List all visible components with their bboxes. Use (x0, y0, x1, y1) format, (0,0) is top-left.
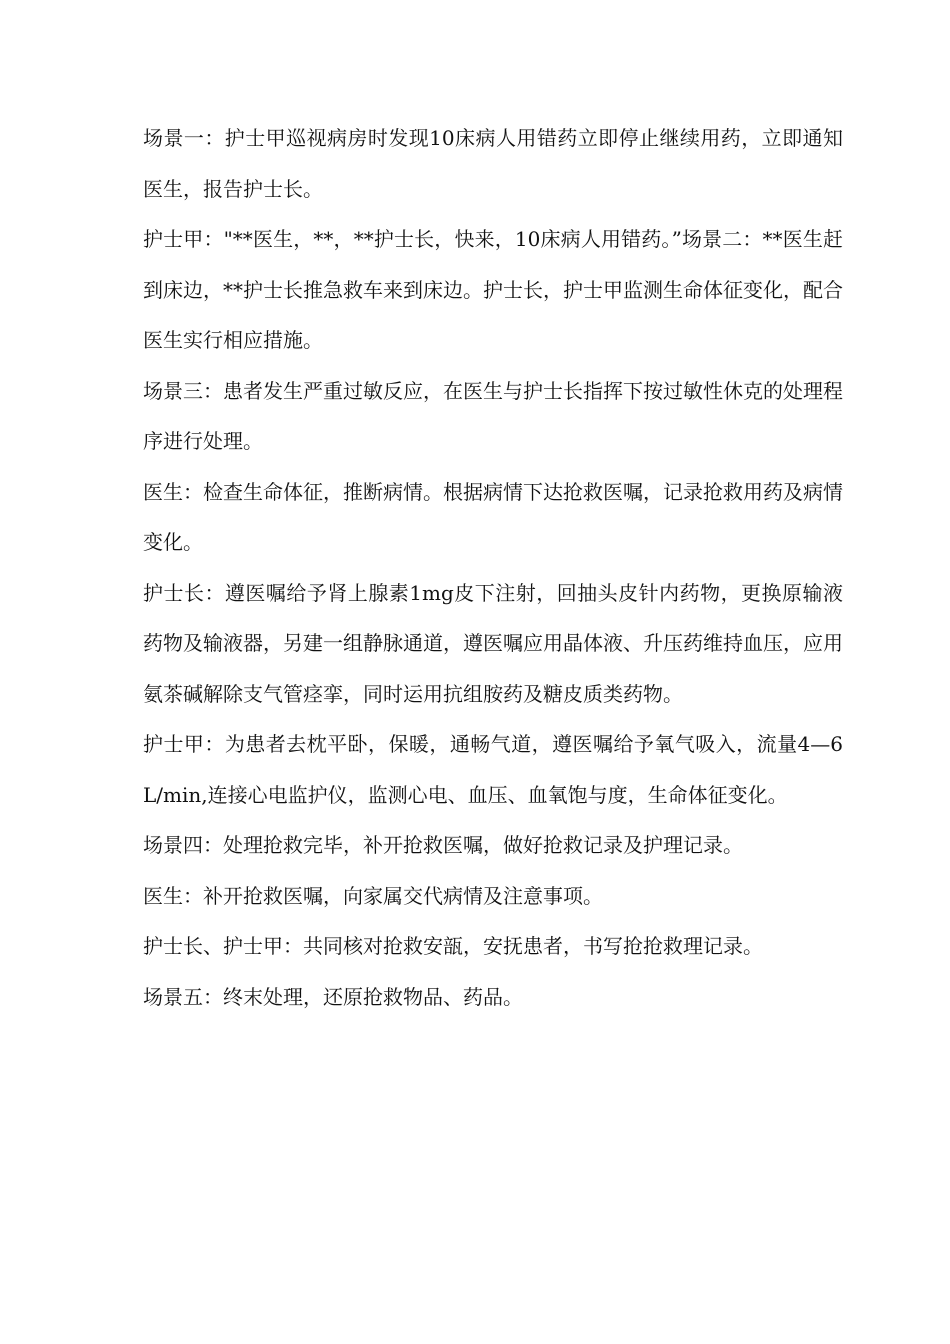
paragraph-scene-five: 场景五：终末处理，还原抢救物品、药品。 (143, 984, 523, 1009)
paragraph-scene-three: 场景三：患者发生严重过敏反应，在医生与护士长指挥下按过敏性休克的处理程序进行处理。 (143, 378, 843, 453)
paragraph-nurses-followup: 护士长、护士甲：共同核对抢救安瓿，安抚患者，书写抢抢救理记录。 (143, 934, 763, 958)
paragraph-nurse-a-call-scene-two: 护士甲："**医生，**，**护士长，快来，10床病人用错药。”场景二：**医生赶到床边，**护士长推急救车来到床边。护士长，护士甲监测生命体征变化，配合医生实行相应措施。 (143, 227, 843, 352)
paragraph-doctor-actions: 医生：检查生命体征，推断病情。根据病情下达抢救医嘱，记录抢救用药及病情变化。 (143, 479, 843, 554)
paragraph-scene-one: 场景一：护士甲巡视病房时发现10床病人用错药立即停止继续用药，立即通知医生，报告护士长。 (143, 126, 843, 201)
paragraph-doctor-followup: 医生：补开抢救医嘱，向家属交代病情及注意事项。 (143, 883, 603, 908)
paragraph-scene-four: 场景四：处理抢救完毕，补开抢救医嘱，做好抢救记录及护理记录。 (143, 833, 743, 857)
paragraph-nurse-a-actions: 护士甲：为患者去枕平卧，保暖，通畅气道，遵医嘱给予氧气吸入，流量4—6L/min,连接心电监护仪，监测心电、血压、血氧饱与度，生命体征变化。 (143, 732, 843, 807)
paragraph-head-nurse-actions: 护士长：遵医嘱给予肾上腺素1mg皮下注射，回抽头皮针内药物，更换原输液药物及输液器，另建一组静脉通道，遵医嘱应用晶体液、升压药维持血压，应用氨茶碱解除支气管痉挛，同时运用抗组胺药及糖皮质类药物。 (143, 580, 843, 706)
document-body (143, 113, 843, 1022)
